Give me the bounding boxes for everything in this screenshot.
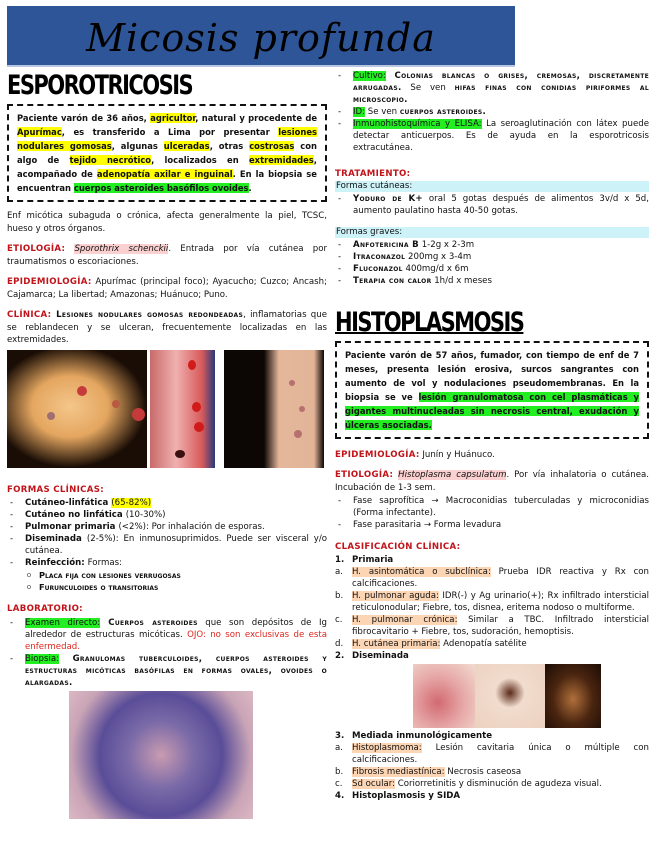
forma-clinica-item — [7, 557, 327, 569]
clinica-label: CLÍNICA: — [7, 310, 52, 320]
granuloma-histology-image — [69, 691, 253, 819]
tratamiento-label: TRATAMIENTO: — [335, 169, 411, 179]
sida-heading — [335, 790, 649, 802]
clasificacion-heading — [335, 541, 649, 554]
case-highlight: extremidades — [248, 155, 314, 165]
reinfeccion-item: o Placa fija con lesiones verrugosas — [7, 569, 327, 581]
case-text: con algo de — [17, 141, 317, 165]
histo-etiologia — [335, 469, 649, 494]
item-label: H. pulmonar aguda: — [352, 590, 439, 601]
drug-name: Fluconazol — [353, 263, 403, 274]
treatment-item — [335, 193, 649, 217]
fases-list — [335, 495, 649, 531]
forma-name: Pulmonar primaria — [25, 522, 119, 532]
item-text: Prueba IDR reactiva y Rx con calcificaciones. — [352, 566, 649, 589]
etiologia-label: ETIOLOGÍA: — [7, 244, 66, 254]
esporotricosis-case-box — [7, 104, 327, 202]
forma-pct: (65-82%) — [111, 498, 152, 508]
lab-cultivo — [335, 70, 649, 106]
nasal-lesion-photo — [475, 664, 545, 728]
arm-lesion-photo-2 — [150, 350, 215, 468]
diseminada-title: Diseminada — [352, 650, 409, 661]
item-text: Adenopatía satélite — [440, 638, 527, 649]
arm-lesion-photo-1 — [7, 350, 147, 468]
item-text: IDR(-) y Ag urinario(+); Rx infiltrado intersticial reticulonodular; Fiebre, tos, disnea, eritema nodoso o multiforme. — [352, 590, 649, 613]
title-banner — [7, 6, 515, 67]
item-marker: b. — [335, 590, 344, 601]
case-text: Paciente varón de 36 años, — [17, 113, 151, 123]
drug-dose: 1-2g x 2-3m — [418, 239, 475, 250]
lab-biopsia-sc: Granulomas tuberculoides, cuerpos asteroides y estructuras micóticas basófilas en formas ovales, ovoides o alargadas. — [25, 653, 327, 688]
item-marker: c. — [335, 778, 343, 789]
item-marker: a. — [335, 566, 343, 577]
lab-id — [335, 106, 649, 118]
reinfeccion-list — [7, 569, 327, 593]
lab-examen-ojo: OJO: no son exclusivas de esta enfermedad. — [25, 629, 327, 652]
case-text: , algunas — [111, 141, 164, 151]
inmuno-num: 3. — [335, 730, 345, 741]
etiologia-text: . Entrada por vía cutánea por traumatismos o escoriaciones. — [7, 244, 328, 267]
esporotricosis-clinica — [7, 309, 327, 347]
classification-item — [335, 742, 649, 766]
lab-examen-label: Examen directo: — [25, 617, 101, 628]
classification-item — [335, 766, 649, 778]
treatment-item — [335, 251, 649, 263]
lab-examen-directo — [7, 617, 327, 653]
treatment-item — [335, 263, 649, 275]
oral-lesion-photo — [545, 664, 601, 728]
laboratorio-label: LABORATORIO: — [7, 604, 83, 614]
lab-cultivo-label: Cultivo: — [353, 71, 386, 81]
primaria-title: Primaria — [352, 554, 394, 565]
case-text: , otras — [209, 141, 250, 151]
case-highlight: costrosas — [249, 141, 295, 151]
primaria-list — [335, 566, 649, 650]
lab-id-sc: cuerpos asteroides. — [399, 107, 487, 117]
item-marker: d. — [335, 638, 344, 649]
right-column — [335, 70, 649, 802]
histo-epidemiologia-label: EPIDEMIOLOGÍA: — [335, 449, 420, 460]
page-title: Micosis profunda — [86, 16, 436, 60]
clinica-lesions: Lesiones nodulares gomosas redondeadas — [51, 310, 244, 320]
left-column — [7, 70, 327, 819]
drug-name: Anfotericina B — [353, 239, 419, 250]
classification-item — [335, 590, 649, 614]
forma-clinica-item — [7, 533, 327, 557]
case-text: , natural y procedente de — [195, 113, 317, 123]
case-highlight: agricultor — [150, 113, 196, 123]
classification-item — [335, 638, 649, 650]
lab-cultivo-sc: Colonias blancas o grises, cremosas, discretamente arrugadas. — [353, 71, 649, 93]
clasificacion-label: CLASIFICACIÓN CLÍNICA: — [335, 542, 461, 552]
histo-etiologia-agent: Histoplasma capsulatum — [398, 470, 507, 480]
item-label: H. pulmonar crónica: — [352, 614, 458, 625]
formas-clinicas-heading — [7, 484, 327, 497]
formas-cutaneas-band: Formas cutáneas: — [335, 181, 649, 192]
forma-pct: (<2%) — [118, 522, 146, 532]
case-text: . En la biopsia se encuentran — [17, 169, 317, 193]
forma-text: : Por inhalación de esporas. — [145, 522, 265, 532]
reinfeccion-item: o Furunculoides o transitorias — [7, 581, 327, 593]
drug-dose: 200mg x 3-4m — [405, 251, 472, 262]
histo-etiologia-text: . Por vía inhalatoria o cutánea. Incubación de 1-3 sem. — [335, 470, 649, 493]
histo-etiologia-label: ETIOLOGÍA: — [335, 470, 394, 480]
drug-name: Terapia con calor — [353, 275, 432, 286]
drug-name: Yoduro de K+ — [353, 193, 423, 204]
forma-name: Reinfección: — [25, 558, 88, 568]
item-text: Lesión cavitaria única o múltiple con calcificaciones. — [352, 742, 649, 765]
epidemiologia-label: EPIDEMIOLOGÍA: — [7, 277, 92, 287]
forma-clinica-item — [7, 497, 327, 509]
item-marker: b. — [335, 766, 344, 777]
histoplasmosis-case-box — [335, 341, 649, 439]
drug-dose: 1h/d x meses — [431, 275, 492, 286]
case-text: , localizados en — [151, 155, 249, 165]
case-highlight: Apurímac — [17, 127, 62, 137]
forma-name: Cutáneo-linfática — [25, 498, 112, 508]
classification-item — [335, 778, 649, 790]
drug-dose: oral 5 gotas después de alimentos 3v/d x 5d, aumento paulatino hasta 40-50 gotas. — [353, 193, 649, 216]
lab-cultivo-sc2: hifas finas con conidias piriformes al microscopio. — [353, 83, 649, 105]
laboratorio-list — [7, 617, 327, 689]
lab-ihq — [335, 118, 649, 154]
inmuno-heading — [335, 730, 649, 742]
lesion-photos — [7, 350, 327, 468]
arm-lesion-photo-3 — [224, 350, 324, 468]
lab-biopsia-label: Biopsia: — [25, 653, 60, 664]
clinica-text: , inflamatorias que se reblandecen y se ulceran, frecuentemente localizadas en las extremidades. — [7, 310, 327, 345]
histo-case-text: Paciente varón de 57 años, fumador, con tiempo de enf de 7 meses, presenta lesión erosiva, surcos sangrantes con aumento de vol y nodulaciones pseudomembranas. En la biopsia se ve — [345, 349, 639, 402]
esporotricosis-intro: Enf micótica subaguda o crónica, afecta generalmente la piel, TCSC, hueso y otros órganos. — [7, 211, 327, 234]
tratamiento-cutaneas-list — [335, 193, 649, 217]
tongue-lesion-photo — [413, 664, 475, 728]
item-label: Histoplasmoma: — [352, 742, 422, 753]
etiologia-agent: Sporothrix schenckii — [74, 244, 169, 254]
item-text: Necrosis caseosa — [444, 766, 522, 777]
item-text: Coriorretinitis y disminución de agudeza visual. — [395, 778, 602, 789]
case-text: . — [248, 183, 252, 193]
item-marker: a. — [335, 742, 343, 753]
treatment-item — [335, 239, 649, 251]
histo-case-highlight: lesión granulomatosa con cel plasmáticas y gigantes multinucleadas sin necrosis central, exudación y úlceras asociadas. — [345, 391, 639, 430]
diseminada-num: 2. — [335, 650, 345, 661]
esporotricosis-etiologia — [7, 243, 327, 268]
laboratorio-list-continued — [335, 70, 649, 154]
case-highlight: cuerpos asteroides basófilos ovoides — [73, 183, 249, 193]
formas-clinicas-list — [7, 497, 327, 569]
lab-biopsia — [7, 653, 327, 689]
classification-item — [335, 614, 649, 638]
forma-name: Cutáneo no linfática — [25, 510, 126, 520]
item-marker: c. — [335, 614, 343, 625]
item-label: H. asintomática o subclínica: — [352, 566, 491, 577]
lab-cultivo-text: Se ven — [401, 83, 455, 93]
laboratorio-heading — [7, 603, 327, 616]
lab-id-label: ID: — [353, 107, 366, 117]
forma-clinica-item — [7, 521, 327, 533]
sida-title: Histoplasmosis y SIDA — [352, 790, 461, 801]
diseminada-photos — [413, 664, 601, 728]
drug-name: Itraconazol — [353, 251, 406, 262]
case-highlight: tejido necrótico — [69, 155, 152, 165]
case-text: , acompañado de — [17, 155, 317, 179]
tratamiento-heading — [335, 168, 649, 181]
case-highlight: ulceradas — [163, 141, 210, 151]
treatment-item — [335, 275, 649, 287]
esporotricosis-heading: ESPOROTRICOSIS — [7, 70, 193, 101]
formas-graves-band: Formas graves: — [335, 227, 649, 238]
forma-text: Formas: — [87, 558, 122, 568]
primaria-heading — [335, 554, 649, 566]
epidemiologia-text: Apurímac (principal foco); Ayacucho; Cuzco; Ancash; Cajamarca; La libertad; Amazonas; Huánuco; Puno. — [7, 277, 327, 300]
item-label: Sd ocular: — [352, 778, 396, 789]
tratamiento-graves-list — [335, 239, 649, 287]
primaria-num: 1. — [335, 554, 345, 565]
item-label: Fibrosis mediastínica: — [352, 766, 445, 777]
lab-examen-sc: Cuerpos asteroides — [100, 617, 198, 628]
diseminada-heading — [335, 650, 649, 662]
histo-epidemiologia — [335, 449, 649, 462]
item-text: Similar a TBC. Infiltrado intersticial fibrocavitario + Fiebre, tos, sudoración, hemoptisis. — [352, 614, 649, 637]
sida-num: 4. — [335, 790, 345, 801]
forma-pct: (2-5%) — [86, 534, 116, 544]
esporotricosis-epidemiologia — [7, 276, 327, 301]
fase-parasitaria: - Fase parasitaria → Forma levadura — [335, 519, 649, 531]
histo-epidemiologia-text: Junín y Huánuco. — [419, 449, 495, 460]
forma-pct: (10-30%) — [125, 510, 166, 520]
histoplasmosis-heading: HISTOPLASMOSIS — [335, 306, 524, 338]
forma-name: Diseminada — [25, 534, 87, 544]
drug-dose: 400mg/d x 6m — [402, 263, 469, 274]
case-highlight: adenopatía axilar e inguinal — [96, 169, 233, 179]
item-label: H. cutánea primaria: — [352, 638, 441, 649]
forma-clinica-item — [7, 509, 327, 521]
inmuno-title: Mediada inmunológicamente — [352, 730, 493, 741]
case-text: , es transferido a Lima por presentar — [61, 127, 279, 137]
lab-examen-text: que son depósitos de Ig alrededor de estructuras micóticas. — [25, 617, 328, 640]
inmuno-list — [335, 742, 649, 790]
formas-clinicas-label: FORMAS CLÍNICAS: — [7, 484, 104, 495]
lab-id-text: Se ven — [365, 107, 400, 117]
case-highlight: lesiones nodulares gomosas — [17, 127, 317, 151]
lab-ihq-label: Inmunohistoquímica y ELISA: — [353, 119, 482, 129]
classification-item — [335, 566, 649, 590]
forma-text: : En inmunosuprimidos. Puede ser visceral y/o cutánea. — [25, 534, 327, 556]
fase-saprofitica: - Fase saprofítica → Macroconidias tuberculadas y microconidias (Forma infectante). — [335, 495, 649, 519]
lab-ihq-text: La seroaglutinación con látex puede detectar anticuerpos. Es de ayuda en la esporotricosis extracutánea. — [353, 119, 649, 153]
